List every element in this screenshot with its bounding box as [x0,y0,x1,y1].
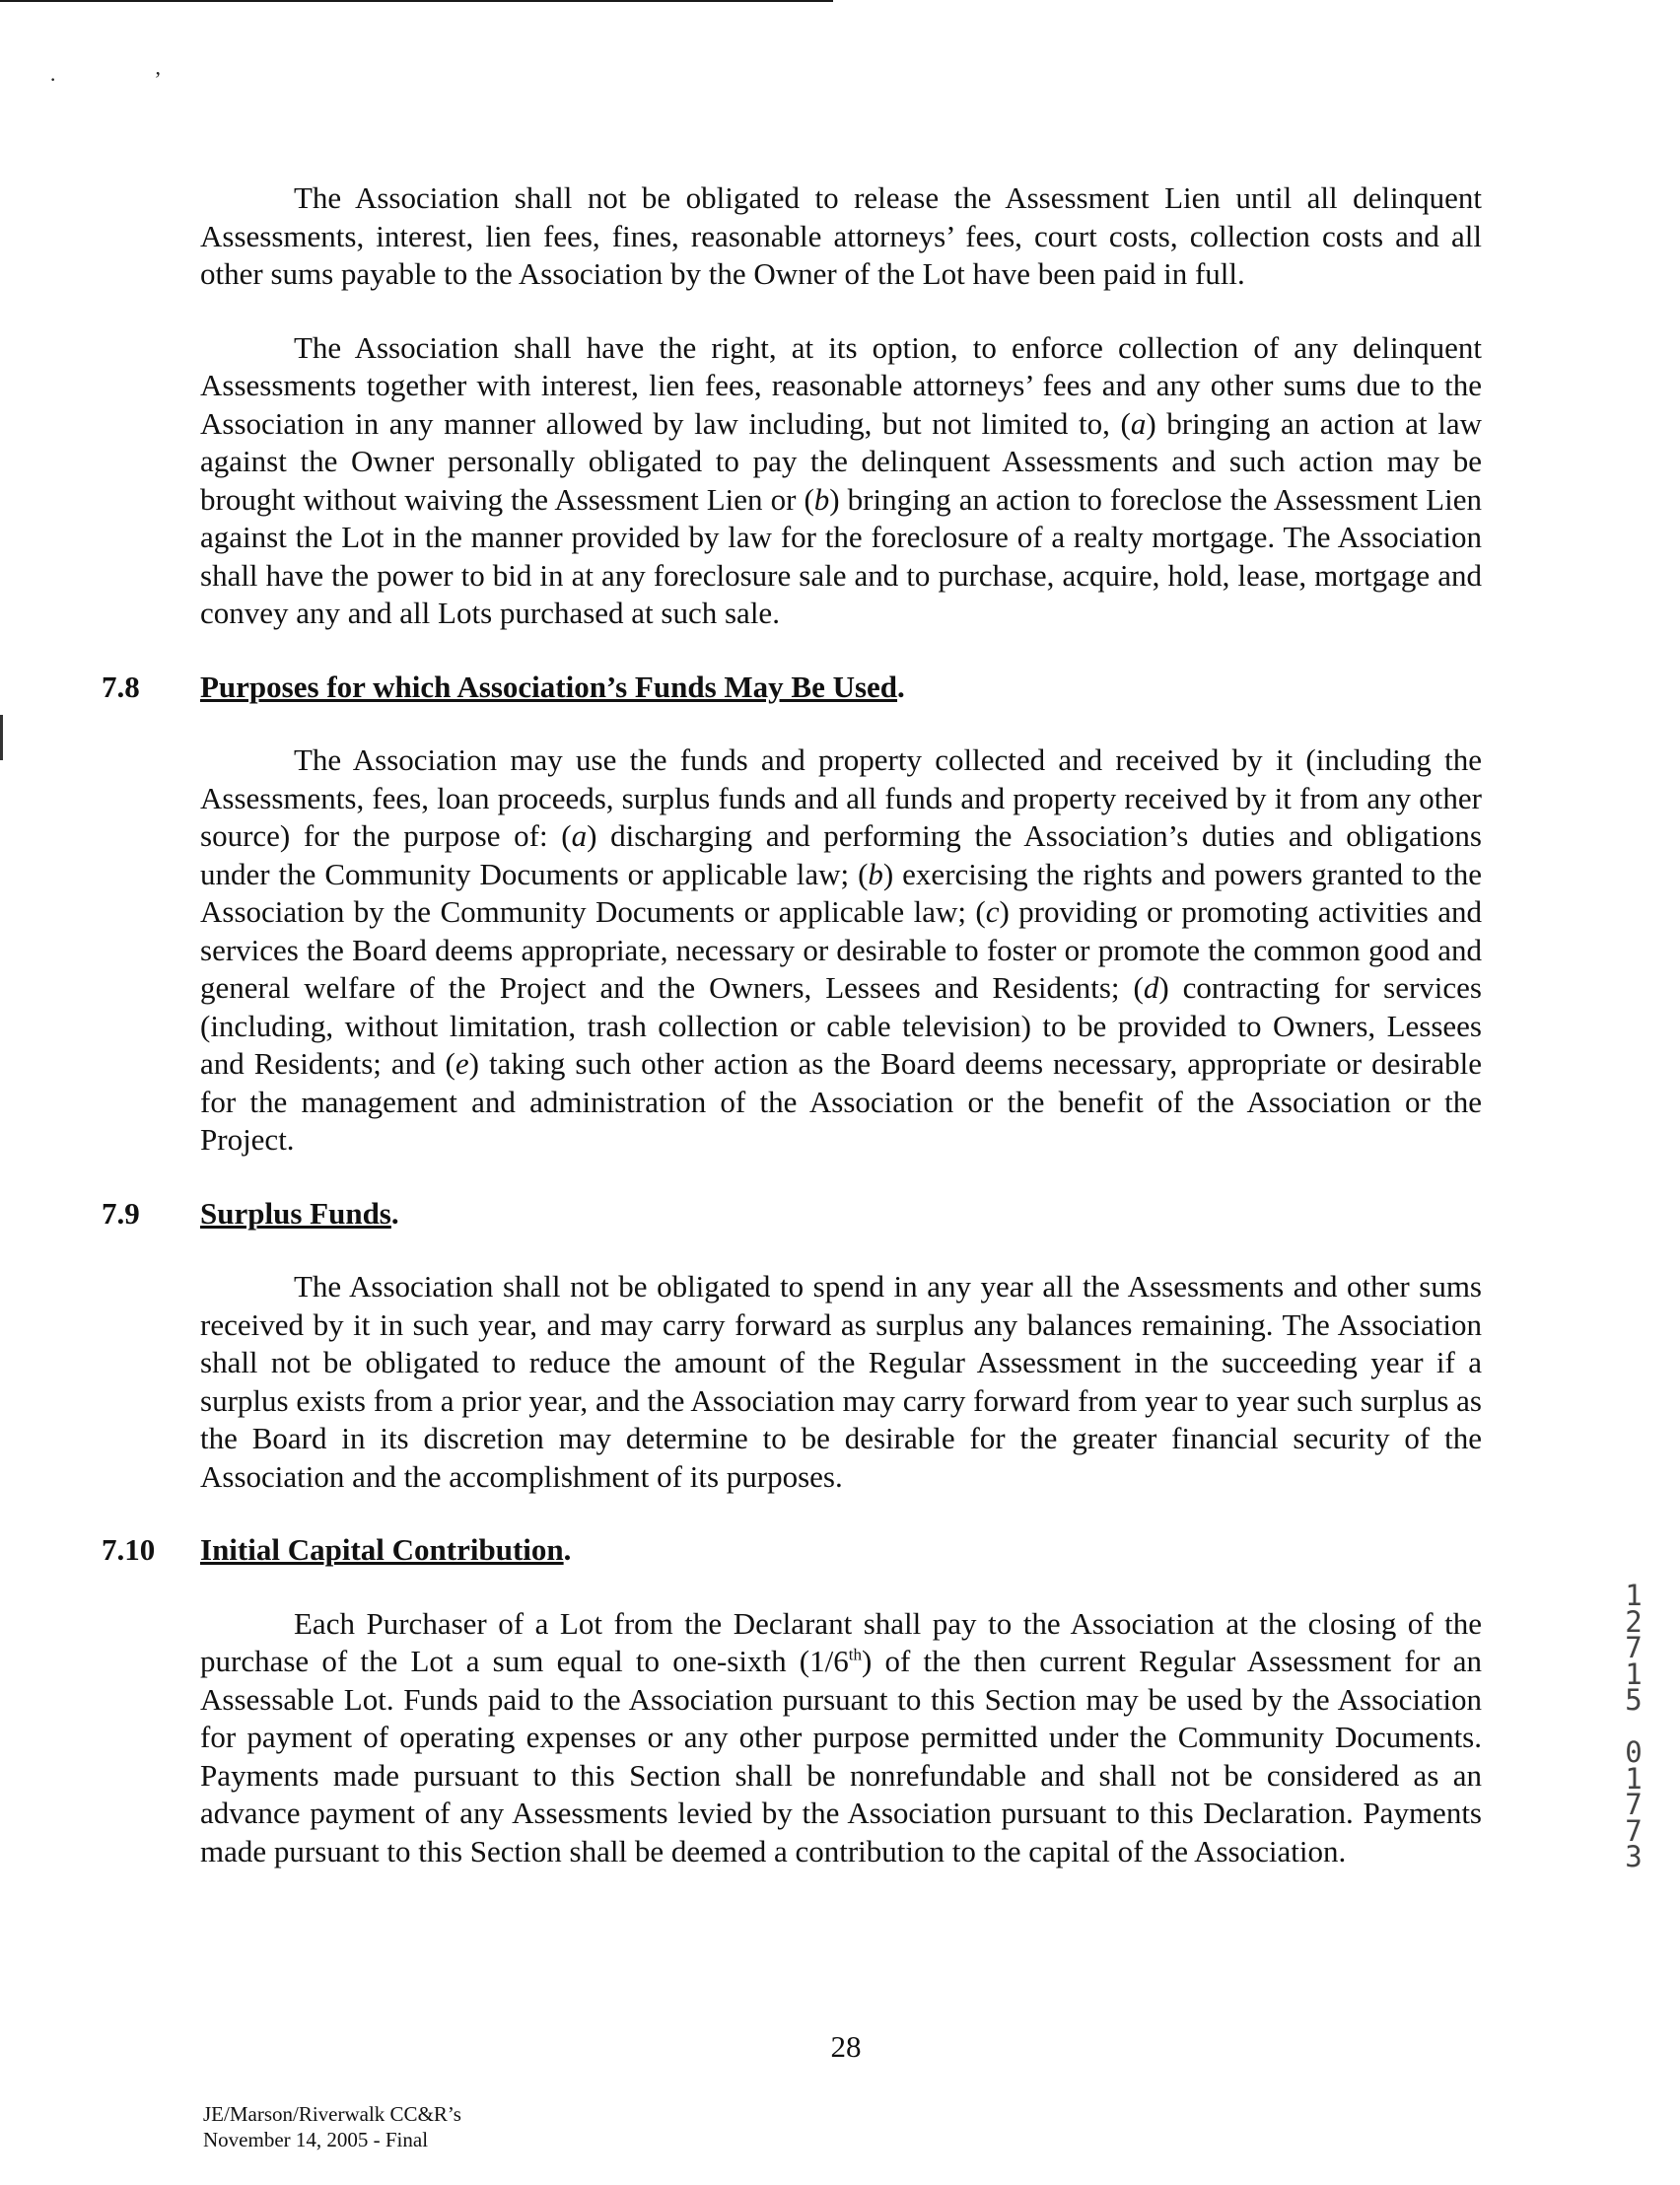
stamp-digit: 5 [1625,1683,1643,1718]
section-7-8-heading [0,669,1482,707]
section-7-9-period: . [390,1195,399,1231]
stamp-digit: 0 [1625,1734,1643,1769]
stamp-digit: 1 [1625,1656,1643,1691]
s78-text-4: ) providing or promoting activities and services the Board deems appropriate, necessary or desirable to foster or promote the common good and general welfare of the Project and the Owners, Lessees and Residents; ( [200,894,1482,1005]
s710-superscript: th [848,1645,862,1664]
s78-clause-c: c [985,894,1000,929]
s78-clause-d: d [1143,970,1159,1005]
s710-text-2: ) of the then current Regular Assessment for an Assessable Lot. Funds paid to the Association pursuant to this Section may be used by the Association for payment of operating expenses or any other purpose permitted under the Community Documents. Payments made pursuant to this Section shall be nonrefundable and shall not be considered as an advance payment of any Assessments levied by the Association pursuant to this Declaration. Payments made pursuant to this Section shall be deemed a contribution to the capital of the Association. [200,1644,1482,1868]
s78-clause-a: a [571,818,588,853]
section-7-8-body [200,741,1482,1160]
enforce-text-1: The Association shall have the right, at its option, to enforce collection of any delinquent Assessments together with interest, lien fees, reasonable attorneys’ fees and any other sums due to the Association in any manner allowed by law including, but not limited to, ( [200,329,1482,441]
section-7-9-body: The Association shall not be obligated to spend in any year all the Assessments and other sums received by it in such year, and may carry forward as surplus any balances remaining. The Association shall not be obligated to reduce the amount of the Regular Assessment in the succeeding year if a surplus exists from a prior year, and the Association may carry forward from year to year such surplus as the Board in its discretion may determine to be desirable for the greater financial security of the Association and the accomplishment of its purposes. [200,1269,1482,1494]
enforce-clause-b: b [813,481,830,517]
scan-edge-line [0,0,833,2]
s78-text-2: ) discharging and performing the Association’s duties and obligations under the Community Documents or applicable law; ( [200,818,1482,891]
footer-line-1: JE/Marson/Riverwalk CC&R’s [203,2102,461,2126]
stamp-digit: 7 [1625,1788,1643,1822]
document-body [102,179,1482,1870]
stamp-digit: 1 [1625,1579,1643,1612]
section-7-9-number: 7.9 [102,1195,140,1231]
enforce-text-2: ) bringing an action at law against the Owner personally obligated to pay the delinquent Assessments and such action may be brought without waiving the Assessment Lien or ( [200,405,1482,517]
section-7-9-title: Surplus Funds [200,1195,391,1231]
stamp-digit: 3 [1625,1840,1643,1874]
document-footer [203,2101,461,2152]
enforce-clause-a: a [1130,405,1147,441]
section-7-8-title: Purposes for which Association’s Funds May Be Used [200,669,898,704]
footer-line-2: November 14, 2005 - Final [203,2128,429,2151]
s710-text-1: Each Purchaser of a Lot from the Declarant shall pay to the Association at the closing of the purchase of the Lot a sum equal to one-sixth (1/6 [200,1605,1482,1678]
section-7-10-number: 7.10 [102,1532,156,1567]
s78-text-6: ) taking such other action as the Board deems necessary, appropriate or desirable for the management and administration of the Association or the benefit of the Association or the Project. [200,1046,1482,1157]
page-number: 28 [830,2029,862,2064]
stamp-digit: 7 [1625,1813,1643,1848]
section-7-9-heading [0,1195,1482,1233]
section-7-8-period: . [897,669,905,704]
section-7-10-title: Initial Capital Contribution [200,1532,564,1567]
s78-clause-b: b [868,856,883,891]
section-7-10-heading [0,1531,1482,1570]
s78-clause-e: e [455,1046,469,1081]
s78-text-1: The Association may use the funds and property collected and received by it (including the Assessments, fees, loan proceeds, surplus funds and all funds and property received by it from any other source) for the purpose of: ( [200,742,1482,853]
section-7-8-number: 7.8 [102,669,140,704]
paragraph-release-lien: The Association shall not be obligated to release the Assessment Lien until all delinquent Assessments, interest, lien fees, fines, reasonable attorneys’ fees, court costs, collection costs and all other sums payable to the Association by the Owner of the Lot have been paid in full. [200,180,1482,291]
scan-specks: · ʼ [49,67,162,92]
stamp-digit: 2 [1625,1604,1643,1639]
enforce-text-3: ) bringing an action to foreclose the Assessment Lien against the Lot in the manner provided by law for the foreclosure of a realty mortgage. The Association shall have the power to bid in at any foreclosure sale and to purchase, acquire, hold, lease, mortgage and convey any and all Lots purchased at such sale. [200,481,1482,630]
stamp-digit: 1 [1625,1761,1643,1796]
s78-text-5: ) contracting for services (including, without limitation, trash collection or cable television) to be provided to Owners, Lessees and Residents; and ( [200,970,1482,1081]
section-7-10-period: . [563,1532,572,1567]
scan-edge-mark [0,715,3,760]
section-7-10-body [200,1605,1482,1871]
stamp-digit: 7 [1625,1631,1643,1665]
s78-text-3: ) exercising the rights and powers granted to the Association by the Community Documents or applicable law; ( [200,856,1482,929]
paragraph-enforce-collection [200,329,1482,633]
recording-number-stamp [1617,1579,1650,1874]
